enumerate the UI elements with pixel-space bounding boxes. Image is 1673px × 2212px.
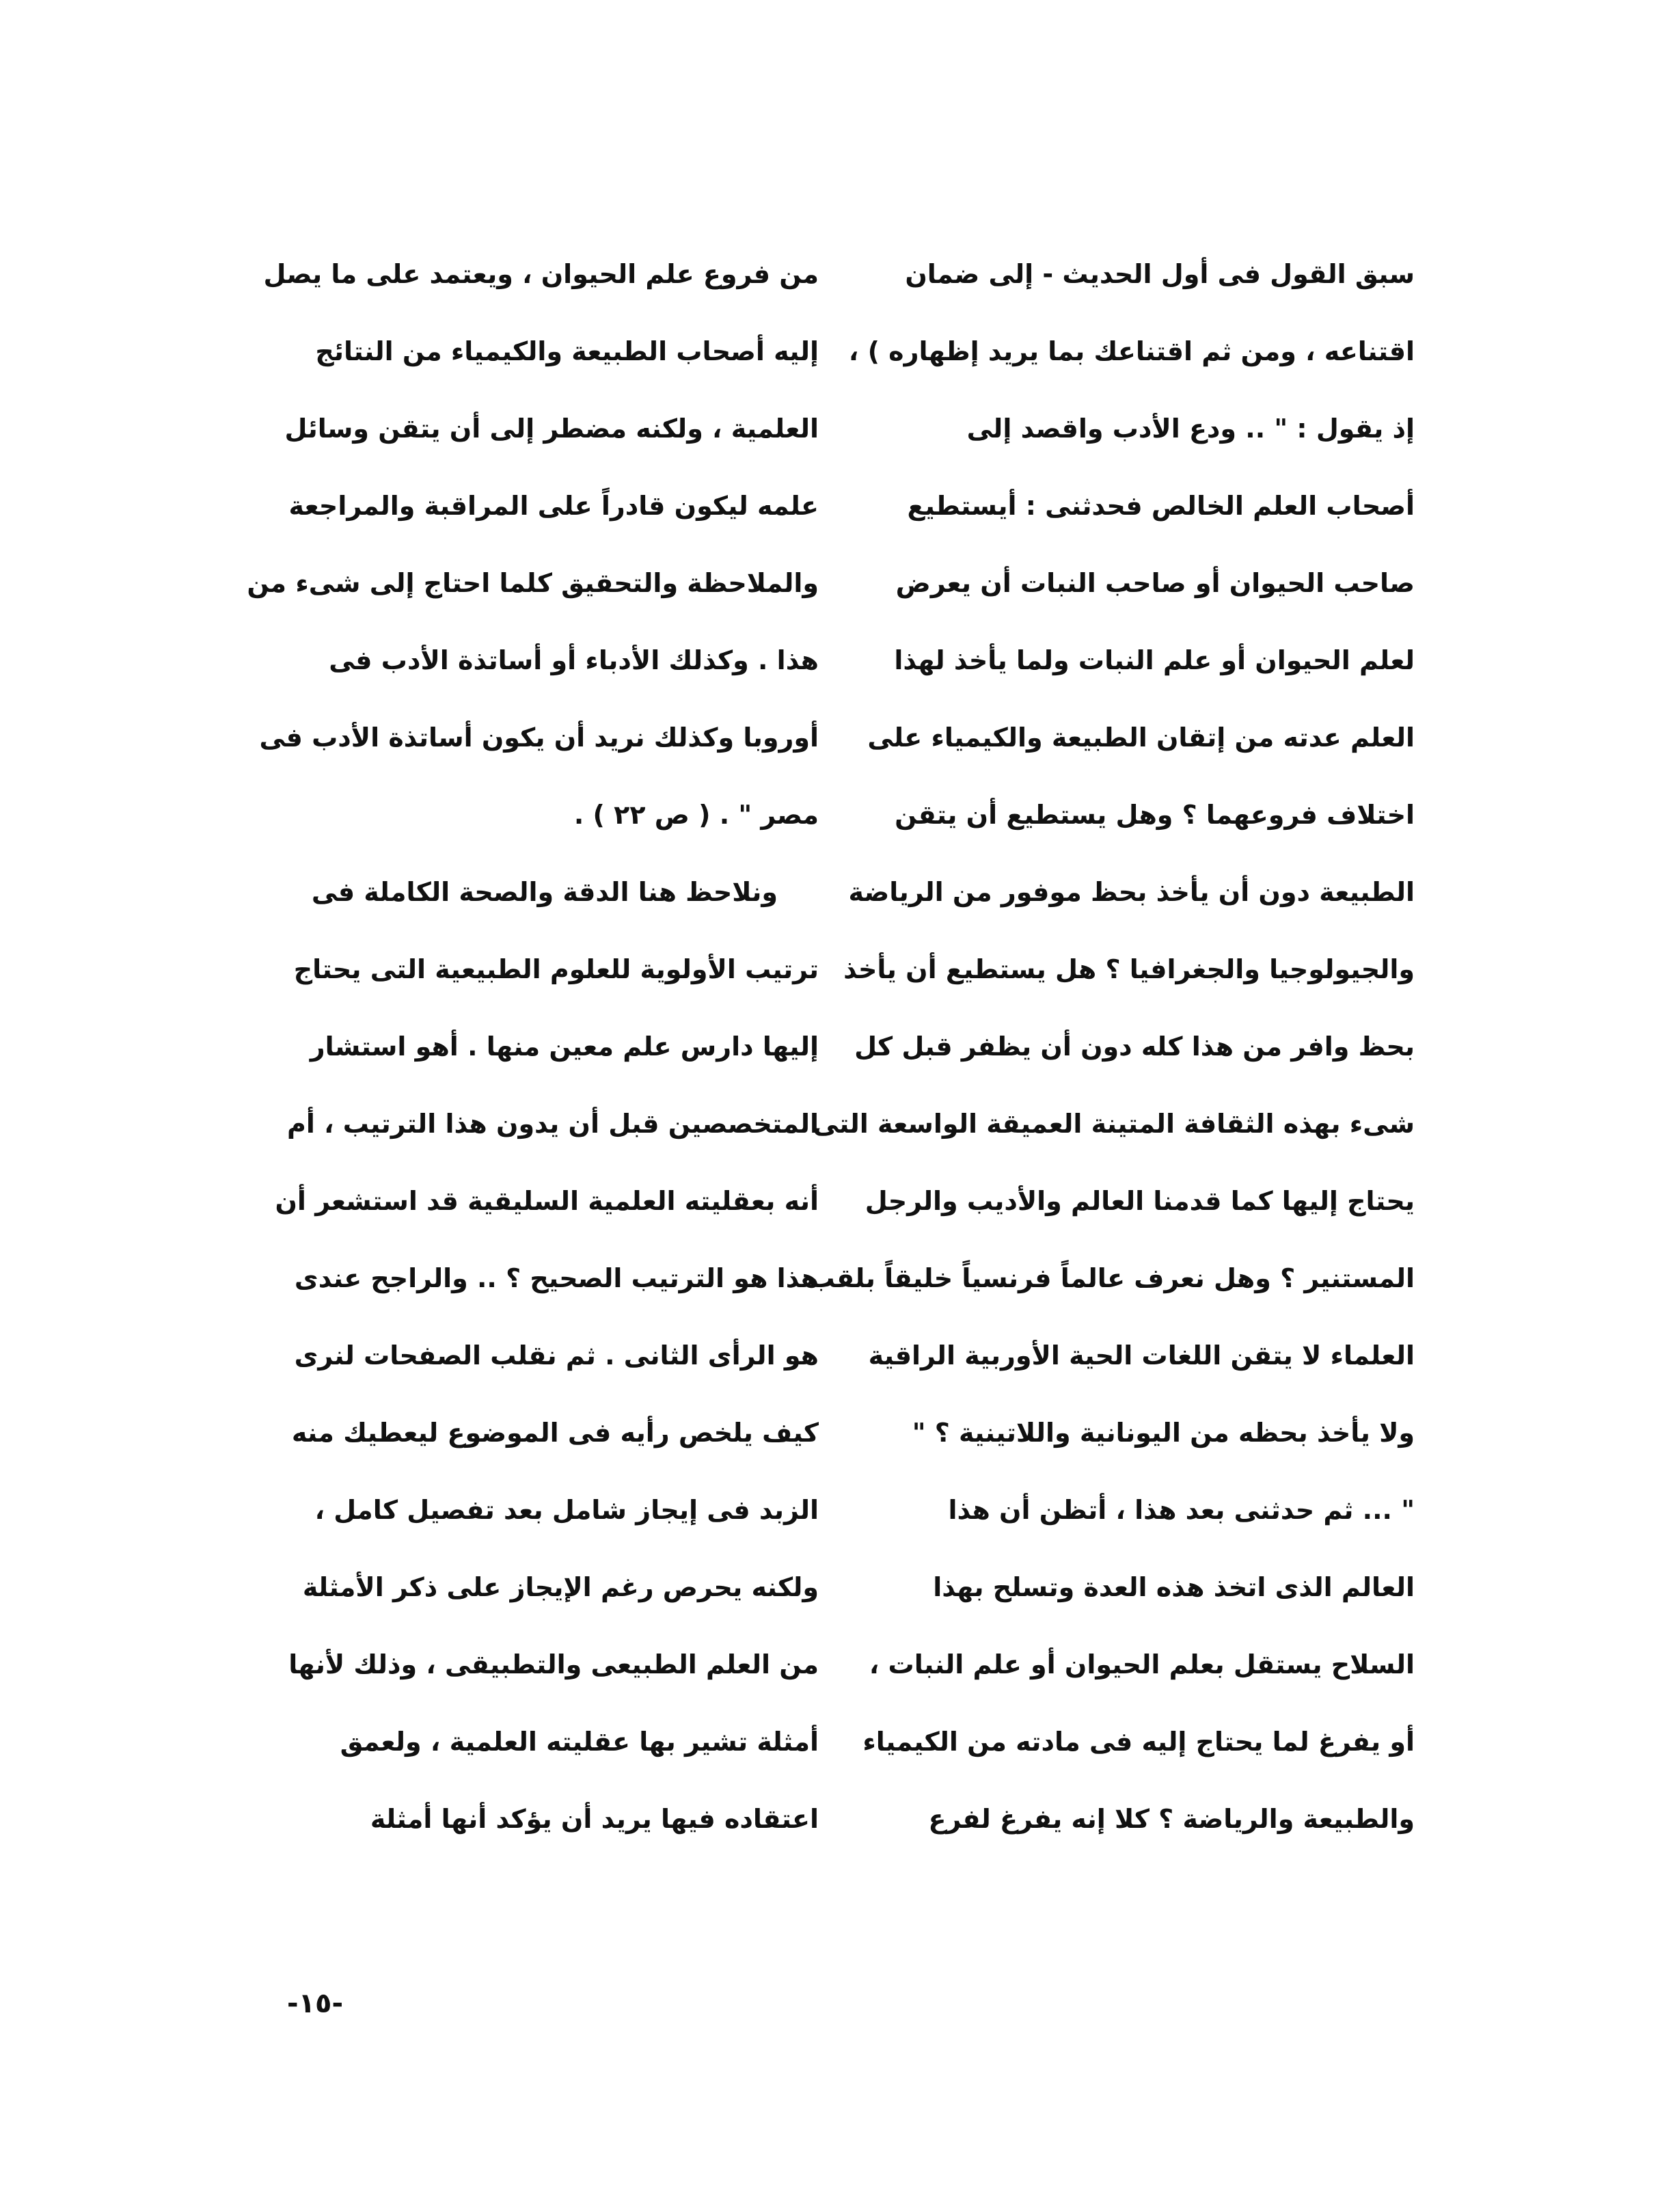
text-line: والطبيعة والرياضة ؟ كلا إنه يفرغ لفرع <box>928 1804 1415 1834</box>
text-line: علمه ليكون قادراً على المراقبة والمراجعة <box>288 491 819 521</box>
text-line: إذ يقول : " .. ودع الأدب واقصد إلى <box>966 414 1415 444</box>
text-line: شىء بهذه الثقافة المتينة العميقة الواسعة التى <box>813 1109 1415 1139</box>
text-line: ترتيب الأولوية للعلوم الطبيعية التى يحتاج <box>293 954 819 984</box>
text-line: إليه أصحاب الطبيعة والكيمياء من النتائج <box>315 336 819 366</box>
text-line: اختلاف فروعهما ؟ وهل يستطيع أن يتقن <box>895 800 1415 830</box>
text-line: والجيولوجيا والجغرافيا ؟ هل يستطيع أن يأخذ <box>843 954 1415 984</box>
text-line: لعلم الحيوان أو علم النبات ولما يأخذ لهذا <box>894 645 1415 675</box>
text-line: والملاحظة والتحقيق كلما احتاج إلى شىء من <box>247 568 819 598</box>
text-line: الطبيعة دون أن يأخذ بحظ موفور من الرياضة <box>848 877 1415 907</box>
text-line: هذا . وكذلك الأدباء أو أساتذة الأدب فى <box>329 645 819 675</box>
text-line: العلمية ، ولكنه مضطر إلى أن يتقن وسائل <box>284 414 819 444</box>
text-line: أنه بعقليته العلمية السليقية قد استشعر أن <box>275 1186 819 1216</box>
text-line: مصر " . ( ص ٢٢ ) . <box>573 800 819 830</box>
text-line: إليها دارس علم معين منها . أهو استشار <box>310 1031 819 1062</box>
text-line: العلماء لا يتقن اللغات الحية الأوربية الراقية <box>868 1340 1415 1371</box>
text-line: " ... ثم حدثنى بعد هذا ، أتظن أن هذا <box>948 1495 1415 1525</box>
text-line: العلم عدته من إتقان الطبيعة والكيمياء على <box>867 723 1415 753</box>
text-line: السلاح يستقل بعلم الحيوان أو علم النبات ، <box>869 1649 1415 1680</box>
text-line: ولكنه يحرص رغم الإيجاز على ذكر الأمثلة <box>302 1572 819 1602</box>
text-line: هذا هو الترتيب الصحيح ؟ .. والراجح عندى <box>294 1263 819 1293</box>
text-column-left <box>247 236 819 1858</box>
text-line: سبق القول فى أول الحديث - إلى ضمان <box>905 259 1415 289</box>
text-column-right <box>808 236 1415 1858</box>
text-line: أو يفرغ لما يحتاج إليه فى مادته من الكيمياء <box>862 1727 1415 1757</box>
text-line: اقتناعه ، ومن ثم اقتناعك بما يريد إظهاره ) ، <box>848 336 1415 366</box>
text-line: كيف يلخص رأيه فى الموضوع ليعطيك منه <box>291 1418 819 1448</box>
text-line: اعتقاده فيها يريد أن يؤكد أنها أمثلة <box>370 1804 819 1834</box>
text-line: أمثلة تشير بها عقليته العلمية ، ولعمق <box>340 1727 819 1757</box>
text-line: المستنير ؟ وهل نعرف عالماً فرنسياً خليقاً بلقب <box>808 1263 1415 1293</box>
text-line: أوروبا وكذلك نريد أن يكون أساتذة الأدب فى <box>259 723 819 753</box>
page-number: -١٥- <box>287 1988 344 2019</box>
text-line: صاحب الحيوان أو صاحب النبات أن يعرض <box>895 568 1415 598</box>
text-line: من فروع علم الحيوان ، ويعتمد على ما يصل <box>263 259 819 289</box>
paragraph-start-line: ونلاحظ هنا الدقة والصحة الكاملة فى <box>311 877 778 907</box>
text-line: من العلم الطبيعى والتطبيقى ، وذلك لأنها <box>288 1649 819 1680</box>
text-line: بحظ وافر من هذا كله دون أن يظفر قبل كل <box>854 1031 1415 1062</box>
text-line: أصحاب العلم الخالص فحدثنى : أيستطيع <box>907 491 1415 521</box>
text-line: يحتاج إليها كما قدمنا العالم والأديب والرجل <box>865 1186 1415 1216</box>
text-line: المتخصصين قبل أن يدون هذا الترتيب ، أم <box>287 1109 819 1139</box>
text-line: هو الرأى الثانى . ثم نقلب الصفحات لنرى <box>294 1340 819 1371</box>
text-line: الزبد فى إيجاز شامل بعد تفصيل كامل ، <box>314 1495 819 1525</box>
text-line: العالم الذى اتخذ هذه العدة وتسلح بهذا <box>933 1572 1415 1602</box>
text-line: ولا يأخذ بحظه من اليونانية واللاتينية ؟ " <box>912 1418 1415 1448</box>
